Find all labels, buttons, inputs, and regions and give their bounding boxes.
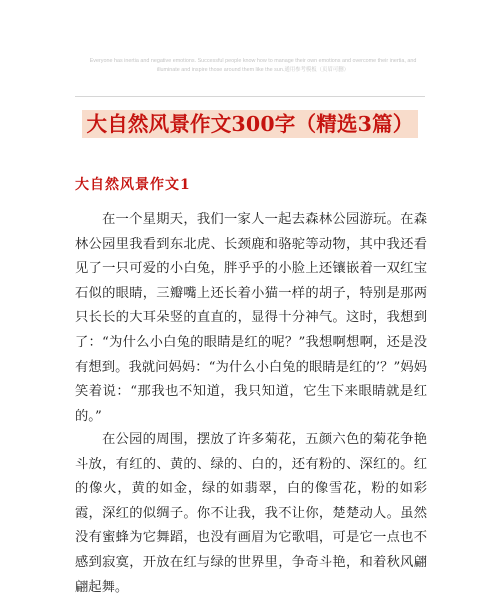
body-paragraph-1: 在一个星期天，我们一家人一起去森林公园游玩。在森林公园里我看到东北虎、长颈鹿和骆驼等动物，其中我还看见了一只可爱的小白兔，胖乎乎的小脸上还镶嵌着一双红宝石似的眼睛，三瓣嘴上还长着小猫一样的胡子，特别是那两只长长的大耳朵竖的直直的，显得十分神气。这时，我想到了：“为什么小白兔的眼睛是红的呢？”我想啊想啊，还是没有想到。我就问妈妈：“为什么小白兔的眼睛是红的’？”妈妈笑着说：“那我也不知道，我只知道，它生下来眼睛就是红的。”: [75, 212, 427, 424]
section-heading: 大自然风景作文1: [75, 177, 191, 193]
header-watermark-text: Everyone has inertia and negative emotions. Successful people know how to manage their own emotions and overcome their inertia, and illuminate and inspire those around them like the sun.通用参考模板（页眉可删）: [89, 58, 417, 73]
document-title-row: [0, 110, 500, 138]
header-divider: [75, 96, 425, 97]
body-paragraph-2: 在公园的周围，摆放了许多菊花，五颜六色的菊花争艳斗放，有红的、黄的、绿的、白的，还有粉的、深红的。红的像火，黄的如金，绿的如翡翠，白的像雪花，粉的如彩霞，深红的似绸子。你不让我，我不让你，楚楚动人。虽然没有蜜蜂为它舞蹈，也没有画眉为它歌唱，可是它一点也不感到寂寞，开放在红与绿的世界里，争奇斗艳，和着秋风翩翩起舞。: [75, 432, 427, 595]
document-title: 大自然风景作文300字（精选3篇）: [82, 110, 419, 138]
